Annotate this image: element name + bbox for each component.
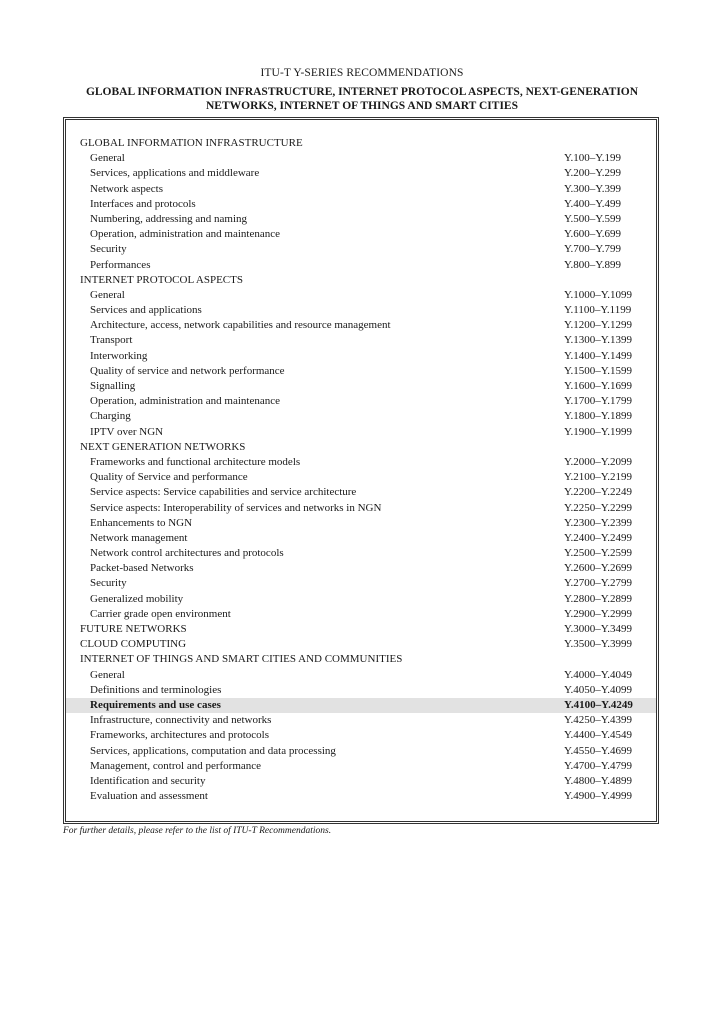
section-title: CLOUD COMPUTING <box>80 638 187 651</box>
recommendation-label: General <box>90 152 125 165</box>
recommendation-range: Y.2200–Y.2249 <box>564 486 633 499</box>
recommendation-row <box>66 333 656 348</box>
recommendation-row <box>66 516 656 531</box>
recommendation-label: Network management <box>90 531 188 544</box>
section-title: NEXT GENERATION NETWORKS <box>80 440 246 453</box>
section-row <box>66 622 656 637</box>
recommendation-range: Y.4000–Y.4049 <box>564 668 633 681</box>
recommendation-row <box>66 485 656 500</box>
recommendation-row <box>66 166 656 181</box>
recommendation-label: Service aspects: Interoperability of services and networks in NGN <box>90 501 382 514</box>
recommendation-label: Signalling <box>90 380 136 392</box>
recommendation-row <box>66 394 656 409</box>
recommendation-range: Y.4550–Y.4699 <box>564 744 633 757</box>
recommendation-row <box>66 713 656 728</box>
section-title: INTERNET PROTOCOL ASPECTS <box>80 273 243 286</box>
recommendation-range: Y.1500–Y.1599 <box>564 364 633 377</box>
recommendation-range: Y.4400–Y.4549 <box>564 729 633 742</box>
section-row <box>66 273 656 288</box>
recommendation-range: Y.1700–Y.1799 <box>564 395 633 408</box>
recommendations-list <box>66 136 656 804</box>
recommendation-row <box>66 318 656 333</box>
recommendation-label: Infrastructure, connectivity and networks <box>90 714 272 727</box>
recommendation-range: Y.4900–Y.4999 <box>564 790 633 803</box>
recommendation-label: Services, applications and middleware <box>90 167 260 180</box>
recommendation-row <box>66 242 656 257</box>
recommendation-range: Y.300–Y.399 <box>564 182 622 195</box>
recommendation-row <box>66 607 656 622</box>
recommendation-range: Y.1300–Y.1399 <box>564 334 633 347</box>
recommendation-label: General <box>90 288 125 301</box>
recommendation-label: Evaluation and assessment <box>90 790 208 803</box>
recommendation-row <box>66 789 656 804</box>
recommendation-label: Identification and security <box>90 774 206 787</box>
recommendation-label: Security <box>90 577 127 590</box>
footer-note: For further details, please refer to the list of ITU-T Recommendations. <box>63 826 332 836</box>
recommendation-label: Enhancements to NGN <box>90 516 193 529</box>
recommendation-range: Y.2100–Y.2199 <box>564 471 633 484</box>
recommendation-range: Y.700–Y.799 <box>564 243 622 256</box>
recommendation-range: Y.2400–Y.2499 <box>564 531 633 544</box>
recommendation-row <box>66 592 656 607</box>
recommendation-range: Y.200–Y.299 <box>564 167 622 180</box>
page-subheading: GLOBAL INFORMATION INFRASTRUCTURE, INTERNET PROTOCOL ASPECTS, NEXT-GENERATION NETWORKS, INTERNET OF THINGS AND SMART CITIES <box>85 86 639 112</box>
section-row <box>66 136 656 151</box>
recommendation-range: Y.2300–Y.2399 <box>564 516 633 529</box>
recommendation-label: Frameworks and functional architecture models <box>90 455 301 468</box>
recommendation-row <box>66 668 656 683</box>
recommendation-label: Frameworks, architectures and protocols <box>90 729 269 742</box>
recommendation-range: Y.100–Y.199 <box>564 152 622 165</box>
recommendation-label: Generalized mobility <box>90 592 184 605</box>
recommendation-range: Y.4800–Y.4899 <box>564 774 633 787</box>
recommendation-range: Y.600–Y.699 <box>564 228 622 241</box>
recommendation-label: Services and applications <box>90 304 202 317</box>
recommendation-label: Management, control and performance <box>90 759 262 772</box>
recommendation-label: Interfaces and protocols <box>90 197 196 210</box>
recommendation-row <box>66 303 656 318</box>
recommendation-row <box>66 288 656 303</box>
recommendation-label: IPTV over NGN <box>90 425 164 438</box>
recommendation-row <box>66 728 656 743</box>
recommendation-label: Services, applications, computation and data processing <box>90 744 336 757</box>
recommendation-label: Quality of service and network performance <box>90 364 285 377</box>
section-row <box>66 652 656 667</box>
recommendation-row <box>66 212 656 227</box>
recommendation-row <box>66 182 656 197</box>
recommendation-row <box>66 561 656 576</box>
recommendation-label: Carrier grade open environment <box>90 607 231 620</box>
recommendation-range: Y.2500–Y.2599 <box>564 547 633 560</box>
recommendation-row <box>66 151 656 166</box>
recommendation-row <box>66 349 656 364</box>
recommendation-range: Y.4050–Y.4099 <box>564 683 633 696</box>
recommendation-range: Y.1900–Y.1999 <box>564 425 633 438</box>
recommendation-range: Y.1400–Y.1499 <box>564 349 633 362</box>
recommendation-row <box>66 409 656 424</box>
recommendation-range: Y.2800–Y.2899 <box>564 592 633 605</box>
recommendation-label: Quality of Service and performance <box>90 471 248 484</box>
recommendation-range: Y.1100–Y.1199 <box>564 304 632 317</box>
recommendation-row <box>66 364 656 379</box>
recommendation-label: Packet-based Networks <box>90 562 194 575</box>
recommendation-label: Architecture, access, network capabilities and resource management <box>90 319 391 332</box>
recommendation-label: General <box>90 668 125 681</box>
recommendation-range: Y.4700–Y.4799 <box>564 759 633 772</box>
recommendation-label: Definitions and terminologies <box>90 683 222 696</box>
recommendation-range: Y.1200–Y.1299 <box>564 319 633 332</box>
recommendation-range: Y.1000–Y.1099 <box>564 288 633 301</box>
recommendation-row <box>66 531 656 546</box>
recommendation-label: Security <box>90 243 127 256</box>
recommendation-label: Charging <box>90 410 131 423</box>
recommendation-row <box>66 470 656 485</box>
section-row <box>66 637 656 652</box>
recommendation-range: Y.2000–Y.2099 <box>564 455 633 468</box>
recommendation-label: Interworking <box>90 349 148 362</box>
section-title: INTERNET OF THINGS AND SMART CITIES AND COMMUNITIES <box>80 653 403 666</box>
recommendation-label: Operation, administration and maintenance <box>90 395 280 408</box>
recommendation-row <box>66 546 656 561</box>
recommendation-range: Y.2250–Y.2299 <box>564 501 633 514</box>
recommendation-row <box>66 683 656 698</box>
recommendation-row <box>66 576 656 591</box>
recommendation-label: Requirements and use cases <box>90 698 221 711</box>
recommendation-row <box>66 425 656 440</box>
recommendation-label: Performances <box>90 258 151 271</box>
section-row <box>66 440 656 455</box>
recommendation-row <box>66 379 656 394</box>
recommendation-range: Y.4250–Y.4399 <box>564 714 633 727</box>
recommendation-label: Operation, administration and maintenance <box>90 228 280 241</box>
recommendation-label: Transport <box>90 334 133 347</box>
recommendation-row <box>66 455 656 470</box>
recommendation-row <box>66 744 656 759</box>
recommendation-label: Network aspects <box>90 182 164 195</box>
page-heading: ITU-T Y-SERIES RECOMMENDATIONS <box>260 67 464 79</box>
recommendation-range: Y.2700–Y.2799 <box>564 577 633 590</box>
recommendation-row <box>66 227 656 242</box>
recommendation-range: Y.3000–Y.3499 <box>564 623 633 635</box>
recommendation-range: Y.1800–Y.1899 <box>564 410 633 423</box>
recommendation-label: Service aspects: Service capabilities and service architecture <box>90 486 357 499</box>
recommendation-label: Network control architectures and protocols <box>90 547 284 560</box>
recommendation-row <box>66 258 656 273</box>
recommendation-range: Y.2600–Y.2699 <box>564 562 633 575</box>
section-title: GLOBAL INFORMATION INFRASTRUCTURE <box>80 137 303 149</box>
recommendation-range: Y.800–Y.899 <box>564 258 622 271</box>
section-title: FUTURE NETWORKS <box>80 623 187 635</box>
recommendation-range: Y.400–Y.499 <box>564 197 622 210</box>
recommendation-row <box>66 501 656 516</box>
recommendation-range: Y.2900–Y.2999 <box>564 607 633 620</box>
recommendation-row <box>66 774 656 789</box>
recommendation-row <box>66 197 656 212</box>
recommendation-range: Y.3500–Y.3999 <box>564 638 633 651</box>
recommendation-range: Y.1600–Y.1699 <box>564 380 633 392</box>
recommendation-range: Y.500–Y.599 <box>564 212 622 225</box>
recommendation-label: Numbering, addressing and naming <box>90 212 248 225</box>
recommendation-row <box>66 698 656 713</box>
recommendation-row <box>66 759 656 774</box>
recommendation-range: Y.4100–Y.4249 <box>564 698 633 711</box>
